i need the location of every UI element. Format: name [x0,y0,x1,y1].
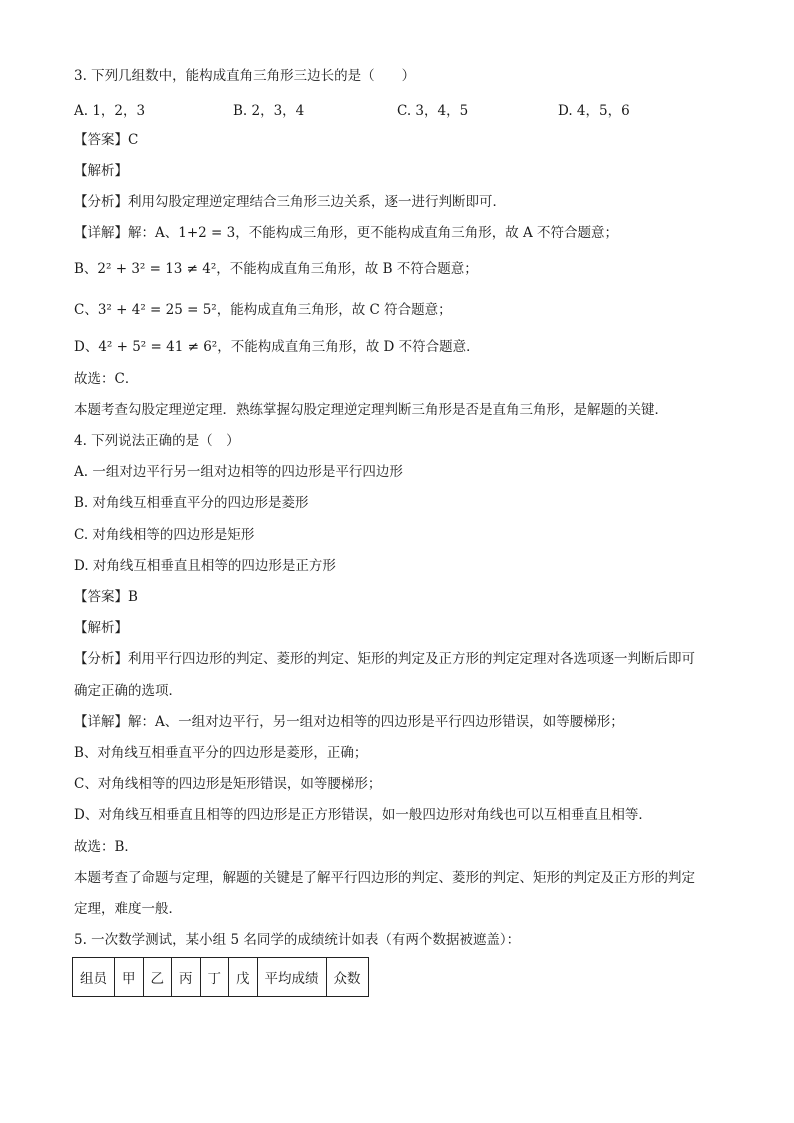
q4-detail: 【详解】解：A、一组对边平行，另一组对边相等的四边形是平行四边形错误，如等腰梯形； [74,714,624,730]
q3-options [74,99,714,117]
q4-jiexi-heading: 【解析】 [74,620,128,636]
q4-answer: 【答案】B [74,589,138,605]
table-header-cell: 组员 [73,958,115,997]
q4-detail-b: B、对角线互相垂直平分的四边形是菱形，正确； [74,745,368,761]
table-header-cell: 丁 [200,958,229,997]
q3-option-b: B. 2，3，4 [233,103,305,119]
table-header-cell: 丙 [172,958,201,997]
q3-stem: 3. 下列几组数中，能构成直角三角形三边长的是（ ） [74,68,416,84]
q4-detail-c: C、对角线相等的四边形是矩形错误，如等腰梯形； [74,776,382,792]
q4-choice: 故选：B． [74,839,138,855]
q4-stem: 4. 下列说法正确的是（ ） [74,433,240,449]
q3-option-a: A. 1，2，3 [74,103,146,119]
table-header-cell: 戊 [229,958,258,997]
q3-analysis: 【分析】利用勾股定理逆定理结合三角形三边关系，逐一进行判断即可． [74,194,506,210]
q3-option-c: C. 3，4，5 [397,103,469,119]
q3-jiexi-heading: 【解析】 [74,163,128,179]
q3-b-equation: 2² + 3² = 13 ≠ 4² [97,261,217,277]
q3-d-conclusion: ，不能构成直角三角形，故 D 不符合题意． [217,339,480,355]
q5-stem: 5. 一次数学测试，某小组 5 名同学的成绩统计如表（有两个数据被遮盖）： [74,932,521,948]
grades-table [72,957,369,997]
q3-detail-d [74,338,480,356]
q3-c-conclusion: ，能构成直角三角形，故 C 符合题意； [216,302,452,318]
q3-b-prefix: B、 [74,261,98,277]
q3-c-prefix: C、 [74,302,98,318]
q3-detail-c [74,301,452,319]
table-header-cell: 甲 [115,958,144,997]
q3-d-equation: 4² + 5² = 41 ≠ 6² [98,339,218,355]
q3-b-conclusion: ，不能构成直角三角形，故 B 不符合题意； [216,261,478,277]
q3-detail-b [74,260,478,278]
q3-c-equation: 3² + 4² = 25 = 5² [97,302,217,318]
table-header-cell: 众数 [326,958,368,997]
q4-detail-d: D、对角线互相垂直且相等的四边形是正方形错误，如一般四边形对角线也可以互相垂直且相等． [74,807,652,823]
q4-option-c: C. 对角线相等的四边形是矩形 [74,527,255,543]
q3-summary: 本题考查勾股定理逆定理．熟练掌握勾股定理逆定理判断三角形是否是直角三角形，是解题的关键． [74,402,668,418]
q3-choice: 故选：C． [74,371,139,387]
q3-detail: 【详解】解：A、1+2 = 3，不能构成三角形，更不能构成直角三角形，故 A 不符合题意； [74,225,619,241]
q4-summary-line1: 本题考查了命题与定理，解题的关键是了解平行四边形的判定、菱形的判定、矩形的判定及正方形的判定 [74,870,695,886]
q3-answer: 【答案】C [74,132,139,148]
q4-option-d: D. 对角线互相垂直且相等的四边形是正方形 [74,558,336,574]
q4-option-a: A. 一组对边平行另一组对边相等的四边形是平行四边形 [74,464,403,480]
q4-summary-line2: 定理，难度一般． [74,901,182,917]
table-header-cell: 平均成绩 [257,958,326,997]
q4-analysis-line1: 【分析】利用平行四边形的判定、菱形的判定、矩形的判定及正方形的判定定理对各选项逐一判断后即可 [74,651,695,667]
table-header-cell: 乙 [143,958,172,997]
q3-d-prefix: D、 [74,339,99,355]
q4-analysis-line2: 确定正确的选项． [74,683,182,699]
q3-option-d: D. 4，5，6 [558,103,630,119]
q4-option-b: B. 对角线互相垂直平分的四边形是菱形 [74,495,309,511]
table-header-row [73,958,369,997]
